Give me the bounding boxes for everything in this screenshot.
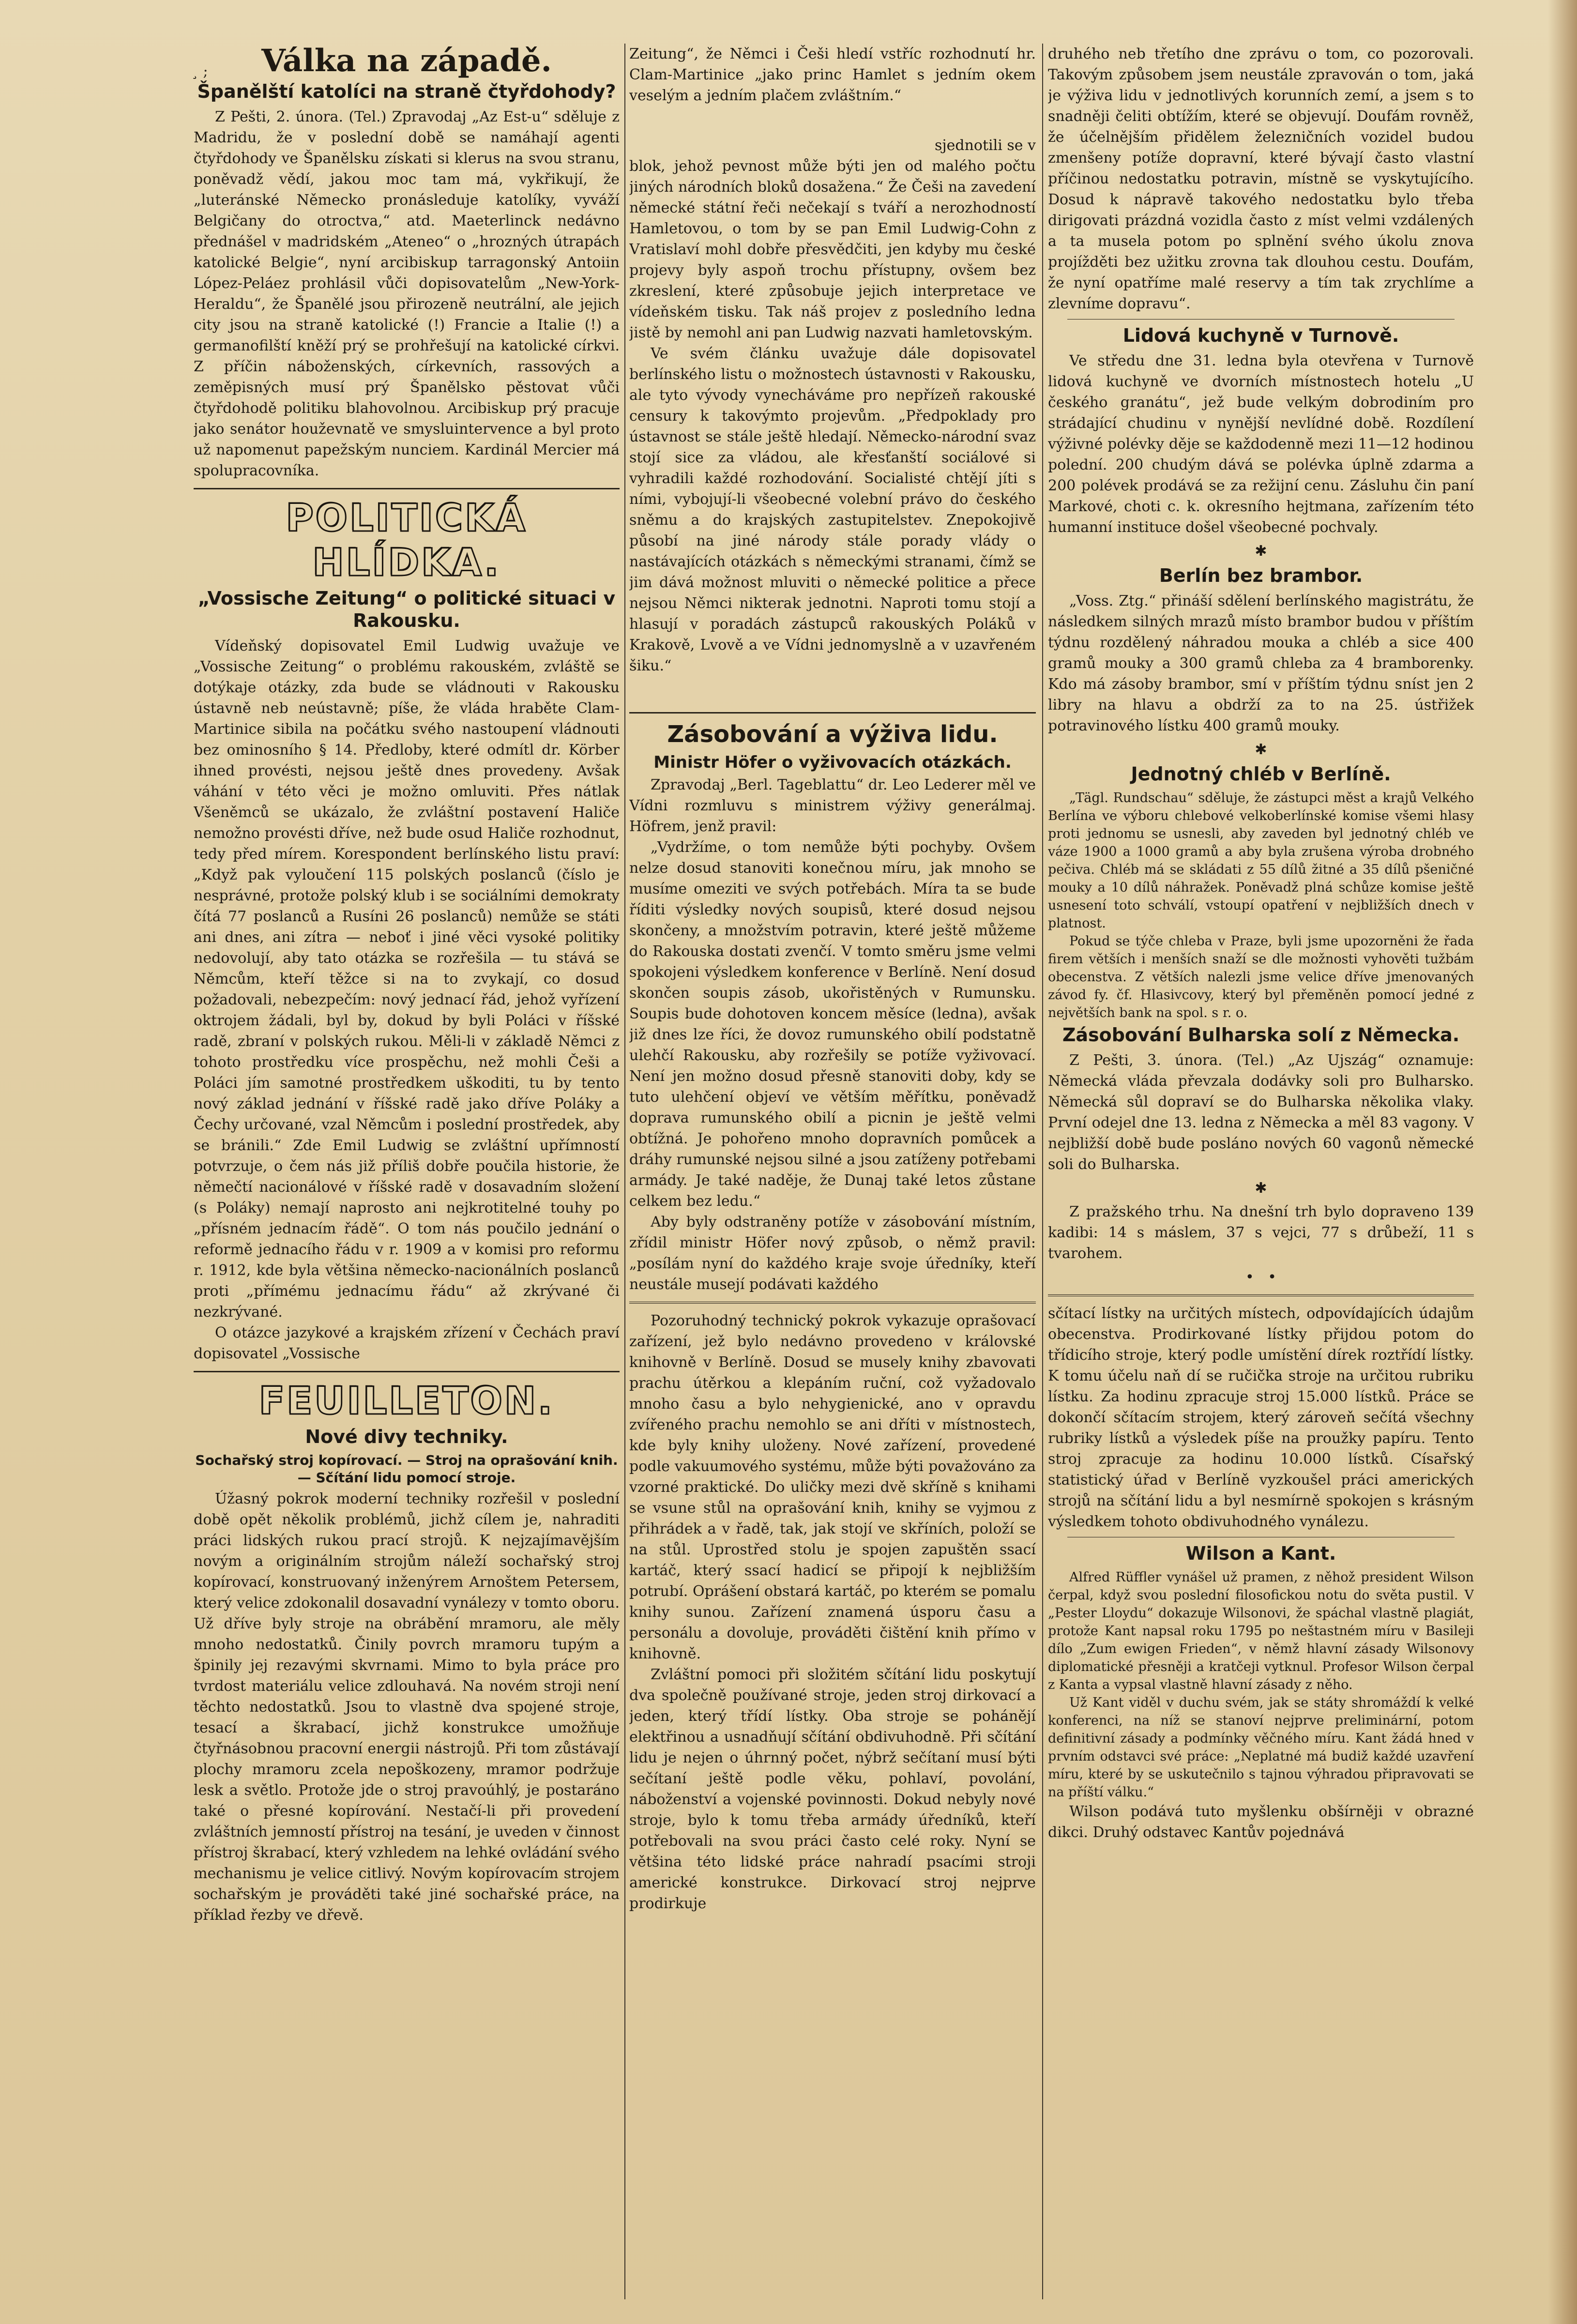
censored-gap	[629, 676, 1036, 705]
section-divider	[629, 712, 1036, 714]
star-separator-icon: ✱	[1255, 741, 1267, 758]
valka-paragraph: Z Pešti, 2. února. (Tel.) Zpravodaj „Az Est-u“ sděluje z Madridu, že v poslední době se namáhají agenti čtyřdohody ve Španělsku získati si klerus na svou stranu, poněvadž vědí, jakou moc tam má, vykřikují, že „luteránské Německo pronásleduje katolíky, vyváží Belgičany do otroctva,“ atd. Maeterlinck nedávno přednášel v madridském „Ateneo“ o „hrozných útrapách katolické Belgie“, nyní arcibiskup tarragonský Antoiin López-Peláez prohlásil vůči dopisovatelům „New-York-Heraldu“, že Španělé jsou přirozeně neutrální, ale jejich city jsou na straně katolické (!) Francie a Italie (!) a germanofilští kněží prý se prohřešují na katolické církvi. Z příčin náboženských, církevních, rassových a zeměpisných musí prý Španělsko pěstovat vůči čtyřdohodě politiku blahovolnou. Arcibiskup prý pracuje jako senátor houževnatě ve smysluintervence a byl proto už napomenut papežským nunciem. Kardinál Mercier má spolupracovníka.	[194, 108, 620, 479]
censored-gap	[629, 106, 1036, 135]
scitani-paragraph: sčítací lístky na určitých místech, odpovídajících údajům obecenstva. Prodirkované lístky přijdou potom do třídicího stroje, který podle umístění dírek roztřídí lístky. K tomu účelu naň dí se ručička stroje na určitou rubriku lístku. Za hodinu zpracuje stroj 15.000 lístků. Práce se dokončí sčítacím strojem, který zároveň sečítá všechny rubriky lístků a výsledek píše na proužky papíru. Tento stroj zpracuje za hodinu 10.000 lístků. Císařský statistický úřad v Berlíně vyzkoušel práci amerických strojů na sčítání lidu a byl nesmírně spokojen s krásným výsledkem tohoto obdivuhodného vynálezu.	[1048, 1305, 1474, 1530]
column-rule-1	[624, 44, 625, 2299]
wilson-headline: Wilson a Kant.	[1185, 1543, 1336, 1564]
zasobovani-headline: Zásobování a výživa lidu.	[667, 721, 998, 748]
zasobovani-paragraph-1: Zpravodaj „Berl. Tageblattu“ dr. Leo Lederer měl ve Vídni rozmluvu s ministrem výživy generálmaj. Höfrem, jenž pravil:	[629, 776, 1036, 835]
brambor-paragraph: „Voss. Ztg.“ přináší sdělení berlínského magistrátu, že následkem silných mrazů místo brambor budou v příštím týdnu rozdělený náhradou mouka a chléb a sice 400 gramů mouky a 300 gramů chleba za 4 bramborenky. Kdo má zásoby brambor, smí v příštím týdnu sníst jen 2 libry na hlavu a obdrží za to na 25. ústřižek potravinového lístku 400 gramů mouky.	[1048, 592, 1474, 734]
valka-headline: Válka na západě.	[261, 44, 552, 79]
valka-subheadline: Španělští katolíci na straně čtyřdohody?	[197, 81, 616, 102]
wilson-paragraph-3: Wilson podává tuto myšlenku obšírněji v obrazné dikci. Druhý odstavec Kantův pojednává	[1048, 1803, 1474, 1841]
hofer-continuation-paragraph: druhého neb třetího dne zprávu o tom, co pozorovali. Takovým způsobem jsem neustále zpravován o tom, jaká je výživa lidu v jednotlivých korunních zemí, a jsem s to snadněji čeliti obtížím, které se objevují. Doufám rovněž, že účelnějším přidělem železničních vozidel budou zmenšeny potíže dopravní, které bývají často vlastní příčinou nedostatku potravin, místně se vyskytujícího. Dosud k nápravě takového nedostatku bylo třeba dirigovati prázdná vozidla často z míst velmi vzdálených a ta musela potom po splnění svého úkolu znova projížděti bez užitku zrovna tak dlouhou cestu. Doufám, že nyní opatříme malé reservy a tím tak zrychlíme a zlevníme dopravu“.	[1048, 46, 1474, 312]
page-edge-shadow	[1548, 0, 1577, 2324]
divy-paragraph: Úžasný pokrok moderní techniky rozřešil v poslední době opět několik problémů, jichž cílem je, nahraditi práci lidských rukou prací strojů. K nejzajímavějším novým a originálním strojům náleží sochařský stroj kopírovací, konstruovaný inženýrem Arnoštem Petersem, který velice zdokonalil dosavadní vynálezy v tomto oboru. Už dříve byly stroje na obrábění mramoru, ale měly mnoho nedostatků. Činily povrch mramoru tupým a špinily jej rezavými skvrnami. Mimo to byla práce pro tvrdost materiálu velice zdlouhavá. Na novém stroji není těchto nedostatků. Jsou to vlastně dva spojené stroje, tesací a škrabací, jichž konstrukce umožňuje čtyřnásobnou pracovní energii nástrojů. Při tom zůstávají plochy mramoru zcela nepoškozeny, mramor podržuje lesk a světlo. Protože jde o stroj pravoúhlý, je postaráno také o přesné kopírování. Nestačí-li při provedení zvláštních jemností přístroj na tesání, je uveden v činnost přístroj škrabací, který vzhledem na lehké ovládání svého mechanismu je velice citlivý. Novým kopírovacím strojem sochařským je prováděti také jiné sochařské práce, na příklad řezby ve dřevě.	[194, 1490, 620, 1924]
brambor-headline: Berlín bez brambor.	[1159, 565, 1363, 586]
section-divider	[194, 488, 620, 489]
pokrok-paragraph-1: Pozoruhodný technický pokrok vykazuje oprašovací zařízení, jež bylo nedávno provedeno v královské knihovně v Berlíně. Dosud se musely knihy zbavovati prachu útěrkou a klepáním ruční, což vyžadovalo mnoho času a bylo nehygienické, ano v opravdu zvířeného prachu nemohlo se ani dříti v místnostech, kde byly knihy uloženy. Nové zařízení, provedené podle vakuumového systému, může býti považováno za vzorné praktické. Do uličky mezi dvě skříně s knihami se vsune stůl na oprašování knih, knihy se vyjmou z přihrádek a v řadě, tak, jak stojí ve skříních, položí se na stůl. Uprostřed stolu je spojen zapuštěn ssací kartáč, který ssací hadicí se připojí k nejbližším potrubí. Oprášení obstará kartáč, po kterém se pomalu knihy sunou. Zařízení znamená úsporu času a personálu a dovoluje, prováděti čištění knih přímo v knihovně.	[629, 1312, 1036, 1662]
vossische-paragraph-2: O otázce jazykové a krajském zřízení v Čechách praví dopisovatel „Vossische	[194, 1324, 620, 1362]
divy-headline: Nové divy techniky.	[305, 1426, 508, 1447]
column-2	[629, 44, 1036, 2309]
kuchyne-paragraph: Ve středu dne 31. ledna byla otevřena v Turnově lidová kuchyně ve dvorních místnostech hotelu „U českého granátu“, jež bude velkým dobrodiním pro strádající chudinu v nynější nevlídné době. Rozdílení výživné polévky děje se každodenně mezi 11—12 hodinou polední. 200 chudým dává se polévka úplně zdarma a 200 polévek prodává se za režijní cenu. Zásluhu čin paní Markové, choti c. k. okresního hejtmana, zařízením této humanní instituce došel všeobecné pochvaly.	[1048, 352, 1474, 536]
bulharsko-headline: Zásobování Bulharska solí z Německa.	[1062, 1024, 1460, 1046]
zasobovani-subheadline: Ministr Höfer o vyživovacích otázkách.	[653, 753, 1012, 772]
chleb-headline: Jednotný chléb v Berlíně.	[1131, 763, 1391, 785]
feuilleton-divider	[1048, 1294, 1474, 1296]
star-separator-icon: ✱	[1255, 543, 1267, 560]
kuchyne-headline: Lidová kuchyně v Turnově.	[1122, 325, 1399, 346]
margin-mark: ¸ ;	[191, 63, 208, 80]
wilson-paragraph-2: Už Kant viděl v duchu svém, jak se státy shromáždí k velké konferenci, na níž se stanoví nejprve preliminární, potom definitivní zásady a podmínky věčného míru. Kant žádá hned v prvním odstavci své práce: „Neplatné má budiž každé uzavření míru, které by se uskutečnilo s tajnou výhradou připravovati se na příští válku.“	[1048, 1695, 1474, 1800]
bulharsko-paragraph: Z Pešti, 3. února. (Tel.) „Az Ujszág“ oznamuje: Německá vláda převzala dodávky soli pro Bulharsko. Německá sůl dopraví se do Bulharska několika vlaky. První odejel dne 13. ledna z Německa a měl 83 vagony. V nejbližší době bude posláno nových 60 vagonů německé soli do Bulharska.	[1048, 1052, 1474, 1173]
vossische-paragraph-1: Vídeňský dopisovatel Emil Ludwig uvažuje ve „Vossische Zeitung“ o problému rakouském, zvláště se dotýkaje otázky, zda bude se vládnouti v Rakousku ústavně neb neústavně; píše, že vláda hraběte Clam-Martinice sibila na počátku svého nastoupení vládnouti bez ominosního § 14. Předloby, které odmítl dr. Körber ihned provésti, nejsou ještě dnes provedeny. Avšak váhání v této věci je možno omluviti. Přes nátlak Všeněmců se ukázalo, že zvláštní postavení Haliče nemožno provésti dříve, než bude osud Haliče rozhodnut, tedy před mírem. Korespondent berlínského listu praví: „Když pak vyloučení 115 polských poslanců (číslo je nesprávné, protože polský klub i se sociálními demokraty čítá 77 poslanců a Rusíni 26 poslanců) nemůže se státi ani dnes, ani zítra — neboť i jiné věci vysoké politiky nedovolují, aby tato otázka se rozřešila — tu stává se Němcům, kteří těžce si na to zvykají, co dosud požadovali, nebezpečím: nový jednací řád, jehož vyřízení oktrojem žádali, byl by, dokud by byli Poláci v říšské radě, zbraní v polských rukou. Měli-li v základě Němci z tohoto prostředku více prospěchu, než mohli Češi a Poláci jím samotné prostředkem uškoditi, tu by tento nový základ jednání v říšské radě jako dříve Poláky a Čechy určované, vzal Němcům i poslední prostředek, aby se bránili.“ Zde Emil Ludwig se zvláštní upřímností potvrzuje, o čem nás již příliš dobře poučila historie, že němečtí nacionálové v říšské radě v dosavadním složení (s Poláky) nemají naprosto ani nejkrotitelné touhy po „přísném jednacím řádě“. O tom nás poučilo jednání o reformě jednacího řádu v r. 1909 a v komisi pro reformu r. 1912, kde byla většina německo-nacionálních poslanců proti „přímému jednacímu řádu“ až zkrývané či nezkrývané.	[194, 638, 620, 1321]
feuilleton-divider	[629, 1302, 1036, 1304]
ustavnost-paragraph: Ve svém článku uvažuje dále dopisovatel berlínského listu o možnostech ústavnosti v Rakousku, ale tyto vývody vynecháváme pro nepřízeň rakouské censury k takovýmto projevům. „Předpoklady pro ústavnost se stále ještě hledají. Německo-národní svaz stojí sice za vládou, ale křesťanští sociálové si vyhradili každé rozhodování. Socialisté chtějí jíti s ními, vybojují-li všeobecné volební právo do českého sněmu a do krajských zastupitelstev. Znepokojivě působí na jiné národy stále porady vlády o nastávajících otázkách s německými stranami, čímž se jim dává možnost mluviti o německé politice a přece nejsou Němci nikterak jednotni. Naproti tomu stojí a hlasují v poradách zástupců rakouských Poláků v Krakově, Lvově a ve Vídni jednomyslně a v uzavřeném šiku.“	[629, 345, 1036, 674]
column-rule-2	[1042, 44, 1043, 2299]
column-1	[194, 44, 620, 2309]
vossische-headline: „Vossische Zeitung“ o politické situaci v Rakousku.	[197, 588, 616, 631]
column-3	[1048, 44, 1474, 2309]
censored-tail: sjednotili se v	[934, 137, 1036, 154]
zasobovani-paragraph-2: „Vydržíme, o tom nemůže býti pochyby. Ovšem nelze dosud stanoviti konečnou míru, jak mnoho se musíme omeziti ve svých potřebách. Míra ta se bude říditi výsledky nových soupisů, které dosud nejsou skončeny, a množstvím potravin, které ještě můžeme do Rakouska dostati zvenčí. V tomto směru jsme velmi spokojeni výsledkem konference v Berlíně. Není dosud skončen soupis zásob, ukořistěných v Rumunsku. Soupis bude dohotoven koncem měsíce (ledna), avšak již dnes lze říci, že dovoz rumunského obilí podstatně ulehčí Rakousku, aby rozřešily se potíže vyživovací. Není jen možno dosud přesně stanoviti doby, kdy se tuto ulehčení objeví ve větším měřítku, poněvadž doprava rumunského obilí a picnin je ještě velmi obtížná. Je pohořeno mnoho dopravních pomůcek a dráhy rumunské nejsou silné a jsou zatíženy potřebami armády. Je také naděje, že Dunaj také letos zůstane celkem bez ledu.“	[629, 839, 1036, 1210]
feuilleton-banner: FEUILLETON.	[258, 1380, 555, 1423]
section-divider	[194, 1371, 620, 1372]
chleb-paragraph-1: „Tägl. Rundschau“ sděluje, že zástupci měst a krajů Velkého Berlína ve výboru chlebové velkoberlínské komise všemi hlasy proti jednomu se usnesli, aby zaveden byl jednotný chléb ve váze 1900 a 1000 gramů a aby byla zrušena výroba drobného pečiva. Chléb má se skládati z 55 dílů žitné a 35 dílů pšeničné mouky a 10 dílů náhražek. Poněvadž plná schůze komise ještě usnesení toto schválí, vstoupí opatření v nejbližších dnech v platnost.	[1048, 790, 1474, 931]
zasobovani-paragraph-3: Aby byly odstraněny potíže v zásobování místním, zřídil ministr Höfer nový způsob, o němž pravil: „posílám nyní do každého kraje svoje úředníky, kteří neustále musejí podávati každého	[629, 1214, 1036, 1293]
dots-separator-icon: • •	[1245, 1269, 1276, 1286]
politicka-hlidka-banner: POLITICKÁ HLÍDKA.	[286, 497, 528, 585]
trh-paragraph: Z pražského trhu. Na dnešní trh bylo dopraveno 139 kadibi: 14 s máslem, 37 s vejci, 77 s drůbeží, 11 s tvarohem.	[1048, 1203, 1474, 1262]
star-separator-icon: ✱	[1255, 1180, 1267, 1197]
wilson-paragraph-1: Alfred Rüffler vynášel už pramen, z něhož president Wilson čerpal, když svou poslední filosofickou notu do světa pustil. V „Pester Lloydu“ dokazuje Wilsonovi, že spáchal vlastně plagiát, protože Kant napsal roku 1795 po neštastném míru v Basileji dílo „Zum ewigen Frieden“, v němž hlavní zásady Wilsonovy diplomatické přesněji a kratčeji vytknul. Profesor Wilson čerpal z Kanta a vypsal vlastně hlavní zásady z něho.	[1048, 1570, 1474, 1692]
continuation-paragraph: Zeitung“, že Němci i Češi hledí vstříc rozhodnutí hr. Clam-Martinice „jako princ Hamlet s jedním okem veselým a jedním plačem zvláštním.“	[629, 46, 1036, 104]
pokrok-paragraph-2: Zvláštní pomoci při složitém sčítání lidu poskytují dva společně používané stroje, jeden stroj dirkovací a jeden, který třídí lístky. Oba stroje se pohánějí elektřinou a usnadňují sčítání obdivuhodně. Při sčítání lidu je nejen o úhrnný počet, nýbrž sečítaní musí býti sečítaní ještě podle věku, pohlaví, povolání, náboženství a vojenské povinnosti. Dokud nebyly nové stroje, bylo k tomu třeba armády úředníků, kteří potřebovali na svou práci často celé roky. Nyní se většina této lidské práce nahradí psacími stroji americké konstrukce. Dirkovací stroj nejprve prodirkuje	[629, 1666, 1036, 1912]
bloc-paragraph: blok, jehož pevnost může býti jen od malého počtu jiných národních bloků dosažena.“ Že Češi na zavedení německé státní řeči nečekají s tváří a nerozhodností Hamletovou, o tom by se pan Emil Ludwig-Cohn z Vratislaví mohl dobře přesvědčiti, jen kdyby mu české projevy byly aspoň trochu přístupny, ovšem bez zkreslení, které způsobuje jejich interpretace ve vídeňském tisku. Tak náš projev z posledního ledna jistě by nemohl ani pan Ludwig nazvati hamletovským.	[629, 158, 1036, 341]
divy-subheadline: Sochařský stroj kopírovací. — Stroj na oprašování knih. — Sčítání lidu pomocí stroje.	[195, 1452, 618, 1486]
chleb-paragraph-2: Pokud se týče chleba v Praze, byli jsme upozorněni že řada firem větších i menších snaží se dle možnosti vyhověti tužbám obecenstva. Z větších nalezli jsme velice dříve jmenovaných závod fy. čf. Hlasivcovy, který byl přeměněn pomocí jedné z největších bank na spol. s r. o.	[1048, 934, 1474, 1020]
